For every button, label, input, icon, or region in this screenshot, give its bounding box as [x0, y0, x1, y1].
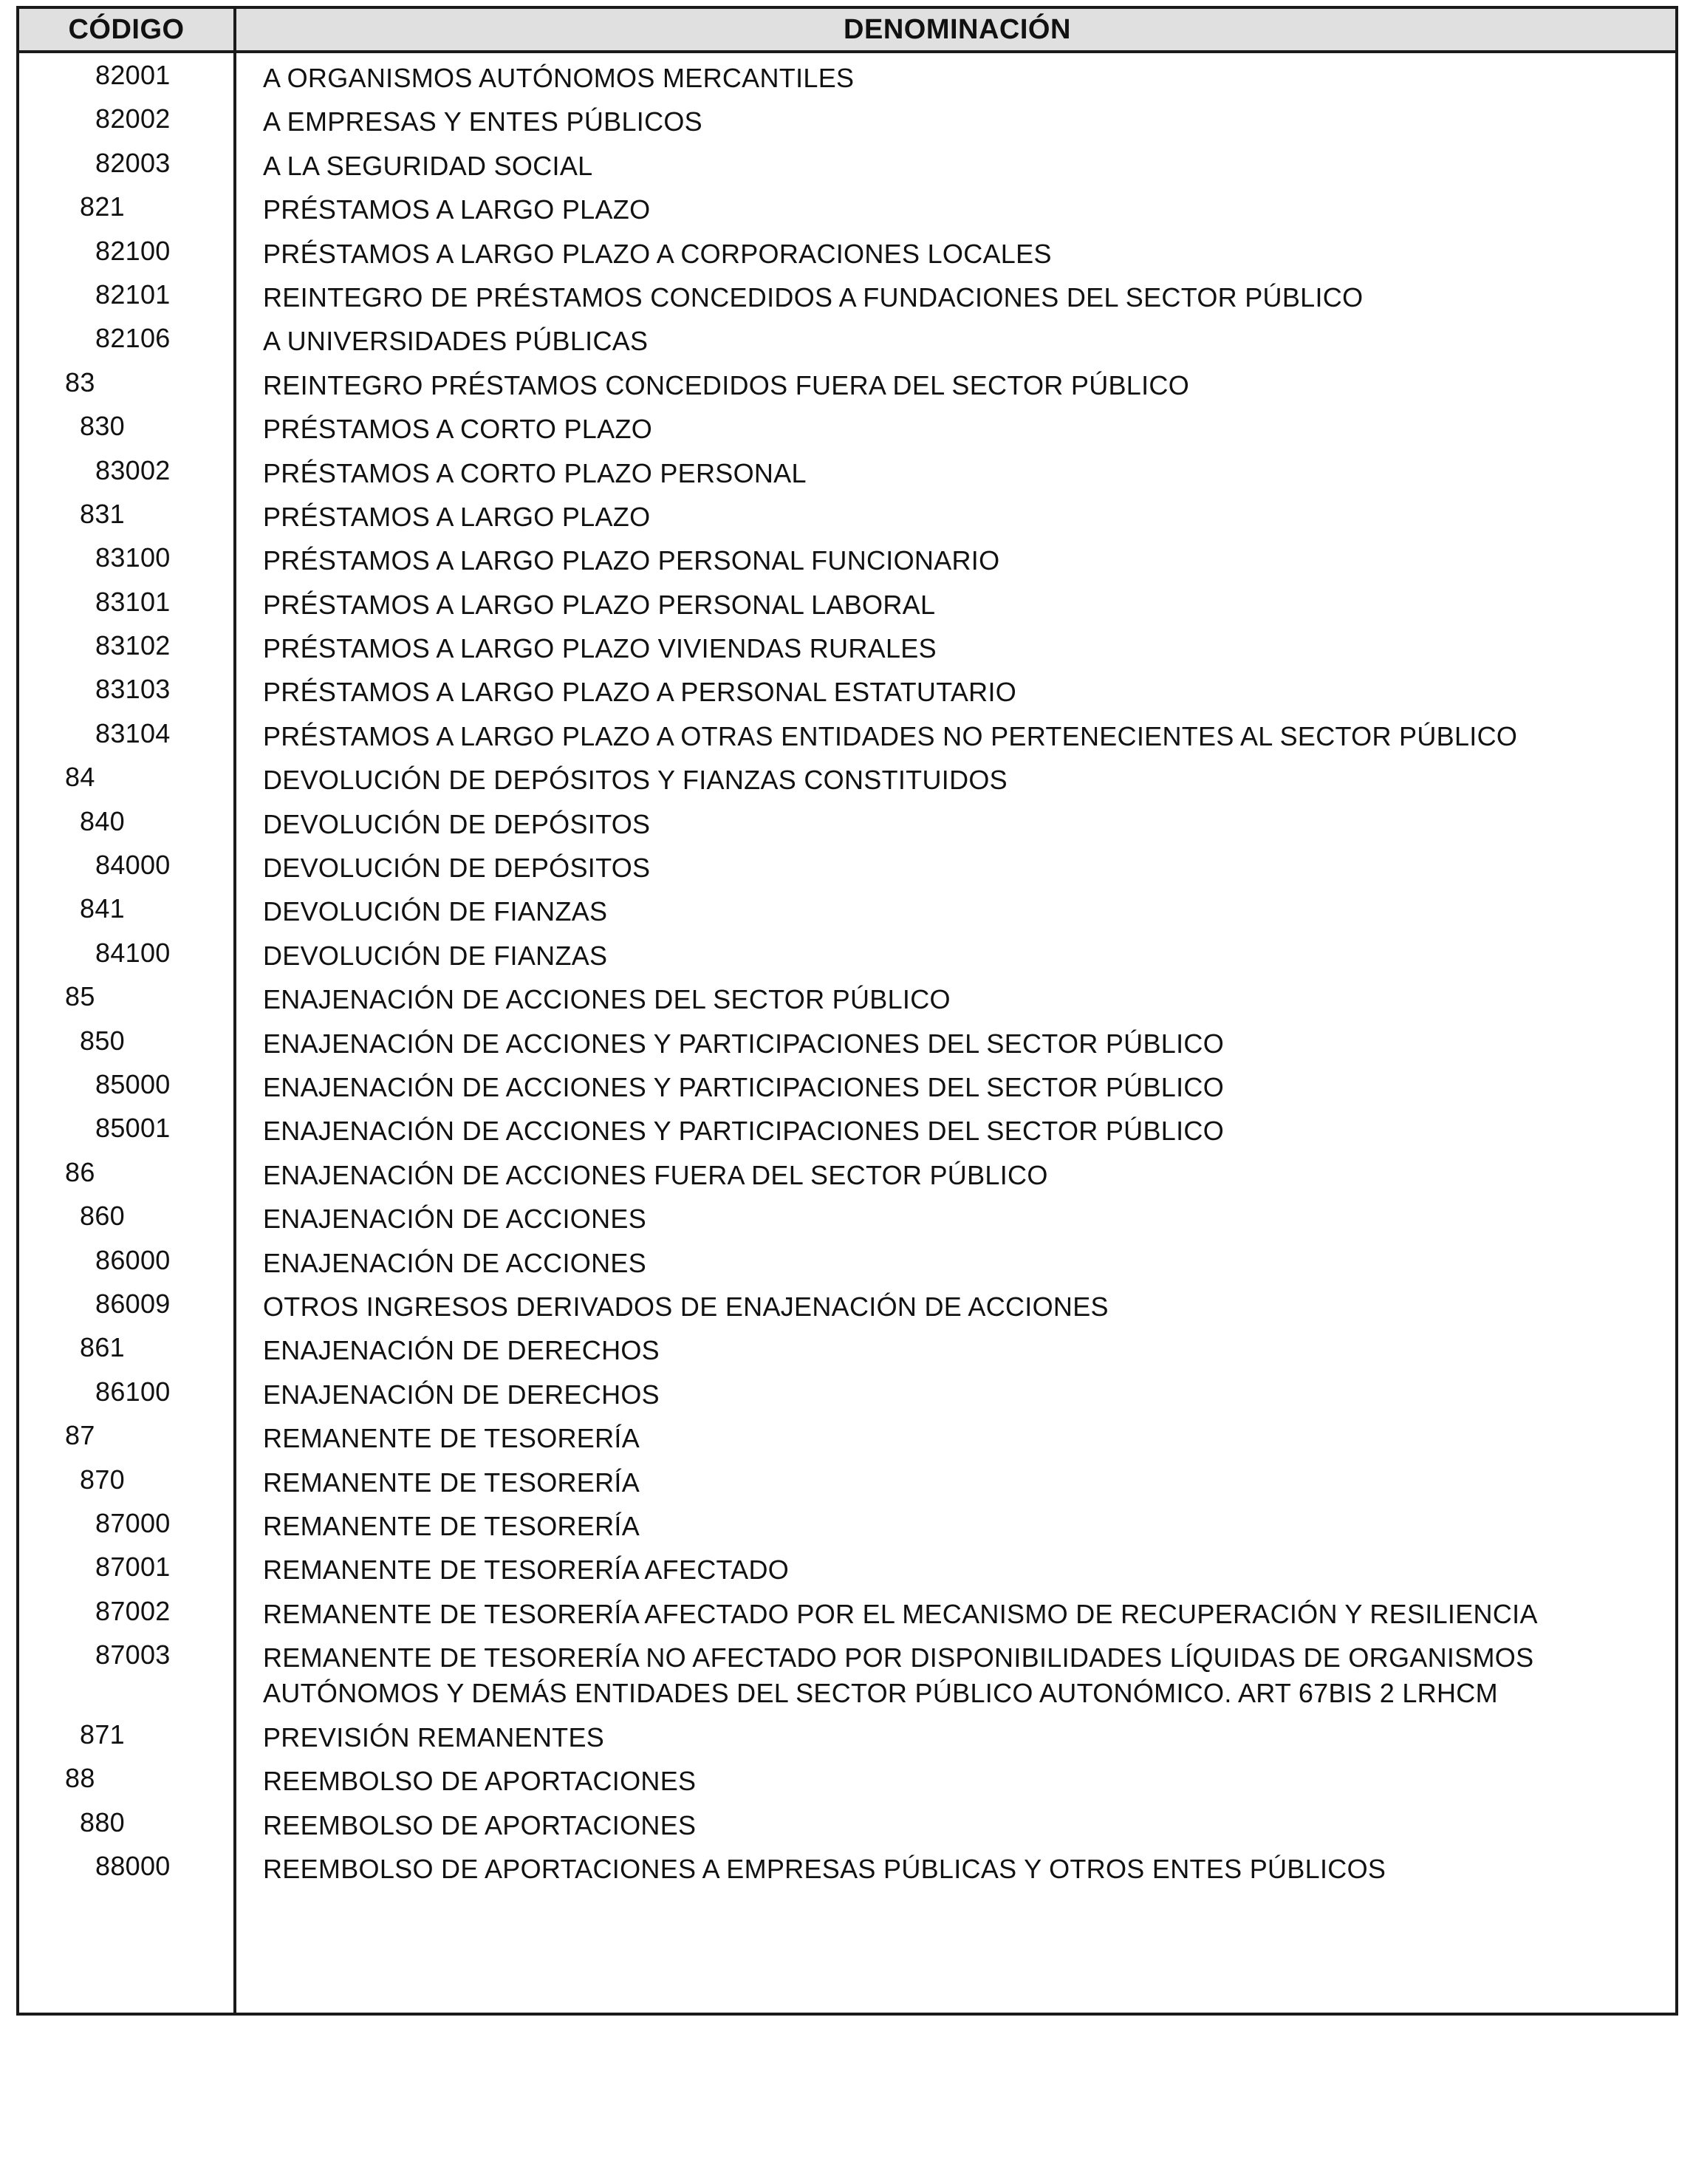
row-description: PRÉSTAMOS A LARGO PLAZO PERSONAL FUNCIONARIO	[263, 545, 1000, 576]
table-row	[19, 1844, 1675, 1888]
row-code: 84100	[95, 937, 171, 968]
row-code: 87	[65, 1420, 95, 1451]
table-row	[19, 141, 1675, 185]
table-row	[19, 229, 1675, 273]
table-row	[19, 1458, 1675, 1501]
row-description: A UNIVERSIDADES PÚBLICAS	[263, 326, 649, 357]
row-description: ENAJENACIÓN DE ACCIONES	[263, 1247, 647, 1278]
table-row	[19, 1238, 1675, 1282]
table-row	[19, 185, 1675, 228]
table-row	[19, 1150, 1675, 1194]
row-description: A ORGANISMOS AUTÓNOMOS MERCANTILES	[263, 63, 855, 93]
row-description: REMANENTE DE TESORERÍA	[263, 1423, 640, 1454]
row-code: 870	[80, 1464, 125, 1495]
table-row	[19, 1589, 1675, 1633]
row-code: 861	[80, 1332, 125, 1363]
table-row	[19, 1106, 1675, 1150]
table-row	[19, 1501, 1675, 1545]
row-description: A LA SEGURIDAD SOCIAL	[263, 150, 593, 181]
table-row	[19, 448, 1675, 492]
table-row	[19, 492, 1675, 536]
row-description: DEVOLUCIÓN DE FIANZAS	[263, 896, 608, 927]
row-description: PRÉSTAMOS A LARGO PLAZO A PERSONAL ESTATUTARIO	[263, 677, 1017, 708]
row-description: PRÉSTAMOS A LARGO PLAZO PERSONAL LABORAL	[263, 589, 936, 620]
row-code: 87003	[95, 1639, 171, 1671]
table-row	[19, 1801, 1675, 1844]
row-code: 871	[80, 1719, 125, 1750]
row-code: 87001	[95, 1552, 171, 1583]
budget-code-table	[16, 6, 1678, 2016]
row-code: 86000	[95, 1244, 171, 1275]
row-code: 86100	[95, 1376, 171, 1407]
row-description: ENAJENACIÓN DE DERECHOS	[263, 1379, 660, 1410]
row-code: 82003	[95, 147, 171, 178]
table-row	[19, 711, 1675, 755]
row-code: 84	[65, 762, 95, 793]
row-code: 86009	[95, 1288, 171, 1319]
table-row	[19, 1019, 1675, 1062]
header-denominacion: DENOMINACIÓN	[844, 14, 1071, 45]
table-row	[19, 931, 1675, 975]
table-row	[19, 1194, 1675, 1238]
row-description: ENAJENACIÓN DE ACCIONES Y PARTICIPACIONES DEL SECTOR PÚBLICO	[263, 1116, 1224, 1147]
row-code: 85	[65, 981, 95, 1012]
table-row	[19, 97, 1675, 140]
table-row	[19, 1756, 1675, 1800]
table-row	[19, 624, 1675, 667]
row-code: 83103	[95, 674, 171, 705]
row-description: PRÉSTAMOS A LARGO PLAZO	[263, 194, 651, 225]
row-description: REMANENTE DE TESORERÍA AFECTADO POR EL MECANISMO DE RECUPERACIÓN Y RESILIENCIA	[263, 1598, 1538, 1629]
table-row	[19, 1545, 1675, 1588]
table-row	[19, 273, 1675, 316]
table-row	[19, 1062, 1675, 1106]
row-code: 82002	[95, 103, 171, 134]
row-description: ENAJENACIÓN DE ACCIONES Y PARTICIPACIONES DEL SECTOR PÚBLICO	[263, 1028, 1224, 1059]
row-description: ENAJENACIÓN DE ACCIONES DEL SECTOR PÚBLICO	[263, 984, 951, 1015]
row-description: REEMBOLSO DE APORTACIONES A EMPRESAS PÚBLICAS Y OTROS ENTES PÚBLICOS	[263, 1854, 1386, 1885]
table-row	[19, 887, 1675, 930]
row-code: 83002	[95, 454, 171, 485]
row-code: 84000	[95, 850, 171, 881]
row-description: ENAJENACIÓN DE DERECHOS	[263, 1335, 660, 1366]
row-code: 830	[80, 411, 125, 442]
row-description: DEVOLUCIÓN DE FIANZAS	[263, 940, 608, 971]
row-description: A EMPRESAS Y ENTES PÚBLICOS	[263, 106, 702, 137]
row-code: 87000	[95, 1507, 171, 1538]
row-description: PRÉSTAMOS A LARGO PLAZO	[263, 501, 651, 532]
row-description: REMANENTE DE TESORERÍA	[263, 1467, 640, 1498]
row-code: 85000	[95, 1068, 171, 1099]
row-description: REEMBOLSO DE APORTACIONES	[263, 1766, 697, 1797]
row-description: ENAJENACIÓN DE ACCIONES Y PARTICIPACIONES DEL SECTOR PÚBLICO	[263, 1071, 1224, 1102]
row-code: 880	[80, 1806, 125, 1837]
table-row	[19, 361, 1675, 404]
table-row	[19, 1713, 1675, 1756]
table-row	[19, 1325, 1675, 1369]
row-description: DEVOLUCIÓN DE DEPÓSITOS	[263, 808, 651, 839]
header-codigo: CÓDIGO	[68, 14, 185, 45]
row-code: 83102	[95, 630, 171, 661]
row-code: 83100	[95, 542, 171, 573]
table-header	[19, 9, 1675, 53]
row-code: 83	[65, 366, 95, 397]
row-code: 82100	[95, 235, 171, 266]
table-row	[19, 404, 1675, 448]
row-description: PRÉSTAMOS A LARGO PLAZO A OTRAS ENTIDADES NO PERTENECIENTES AL SECTOR PÚBLICO	[263, 720, 1518, 751]
row-description: DEVOLUCIÓN DE DEPÓSITOS	[263, 853, 651, 884]
row-description: REEMBOLSO DE APORTACIONES	[263, 1809, 697, 1840]
row-code: 87002	[95, 1595, 171, 1626]
row-description: PRÉSTAMOS A LARGO PLAZO VIVIENDAS RURALES	[263, 633, 937, 664]
row-code: 840	[80, 805, 125, 836]
row-code: 860	[80, 1201, 125, 1232]
row-code: 88	[65, 1763, 95, 1794]
row-code: 83101	[95, 586, 171, 617]
table-row	[19, 53, 1675, 97]
row-code: 82101	[95, 279, 171, 310]
row-description: OTROS INGRESOS DERIVADOS DE ENAJENACIÓN DE ACCIONES	[263, 1291, 1109, 1322]
table-body	[19, 53, 1675, 1888]
row-code: 83104	[95, 717, 171, 748]
row-description: ENAJENACIÓN DE ACCIONES FUERA DEL SECTOR PÚBLICO	[263, 1159, 1048, 1190]
row-code: 841	[80, 893, 125, 924]
table-row	[19, 580, 1675, 624]
row-description: PRÉSTAMOS A CORTO PLAZO PERSONAL	[263, 457, 807, 488]
row-description: REINTEGRO PRÉSTAMOS CONCEDIDOS FUERA DEL SECTOR PÚBLICO	[263, 369, 1190, 400]
row-description: PREVISIÓN REMANENTES	[263, 1722, 605, 1753]
table-row	[19, 667, 1675, 711]
row-code: 82001	[95, 60, 171, 90]
row-code: 831	[80, 498, 125, 529]
row-description: REMANENTE DE TESORERÍA AFECTADO	[263, 1555, 790, 1586]
row-code: 85001	[95, 1113, 171, 1144]
row-description: REMANENTE DE TESORERÍA NO AFECTADO POR DISPONIBILIDADES LÍQUIDAS DE ORGANISMOS AUTÓNOMOS Y DEMÁS ENTIDADES DEL SECTOR PÚBLICO AUTONÓMICO. ART 67BIS 2 LRHCM	[263, 1642, 1534, 1709]
table-row	[19, 316, 1675, 360]
table-row	[19, 843, 1675, 887]
table-row	[19, 536, 1675, 579]
row-description: PRÉSTAMOS A CORTO PLAZO	[263, 414, 653, 445]
table-row	[19, 1633, 1675, 1713]
table-row	[19, 755, 1675, 799]
table-row	[19, 1282, 1675, 1325]
row-code: 850	[80, 1025, 125, 1056]
row-code: 86	[65, 1156, 95, 1187]
row-description: PRÉSTAMOS A LARGO PLAZO A CORPORACIONES LOCALES	[263, 238, 1052, 269]
table-row	[19, 1413, 1675, 1457]
row-description: DEVOLUCIÓN DE DEPÓSITOS Y FIANZAS CONSTITUIDOS	[263, 765, 1008, 796]
table-row	[19, 975, 1675, 1018]
table-row	[19, 1370, 1675, 1413]
row-description: REINTEGRO DE PRÉSTAMOS CONCEDIDOS A FUNDACIONES DEL SECTOR PÚBLICO	[263, 281, 1364, 313]
row-code: 82106	[95, 323, 171, 354]
row-description: ENAJENACIÓN DE ACCIONES	[263, 1204, 647, 1235]
row-description: REMANENTE DE TESORERÍA	[263, 1510, 640, 1541]
row-code: 88000	[95, 1851, 171, 1882]
table-row	[19, 799, 1675, 843]
row-code: 821	[80, 191, 125, 222]
